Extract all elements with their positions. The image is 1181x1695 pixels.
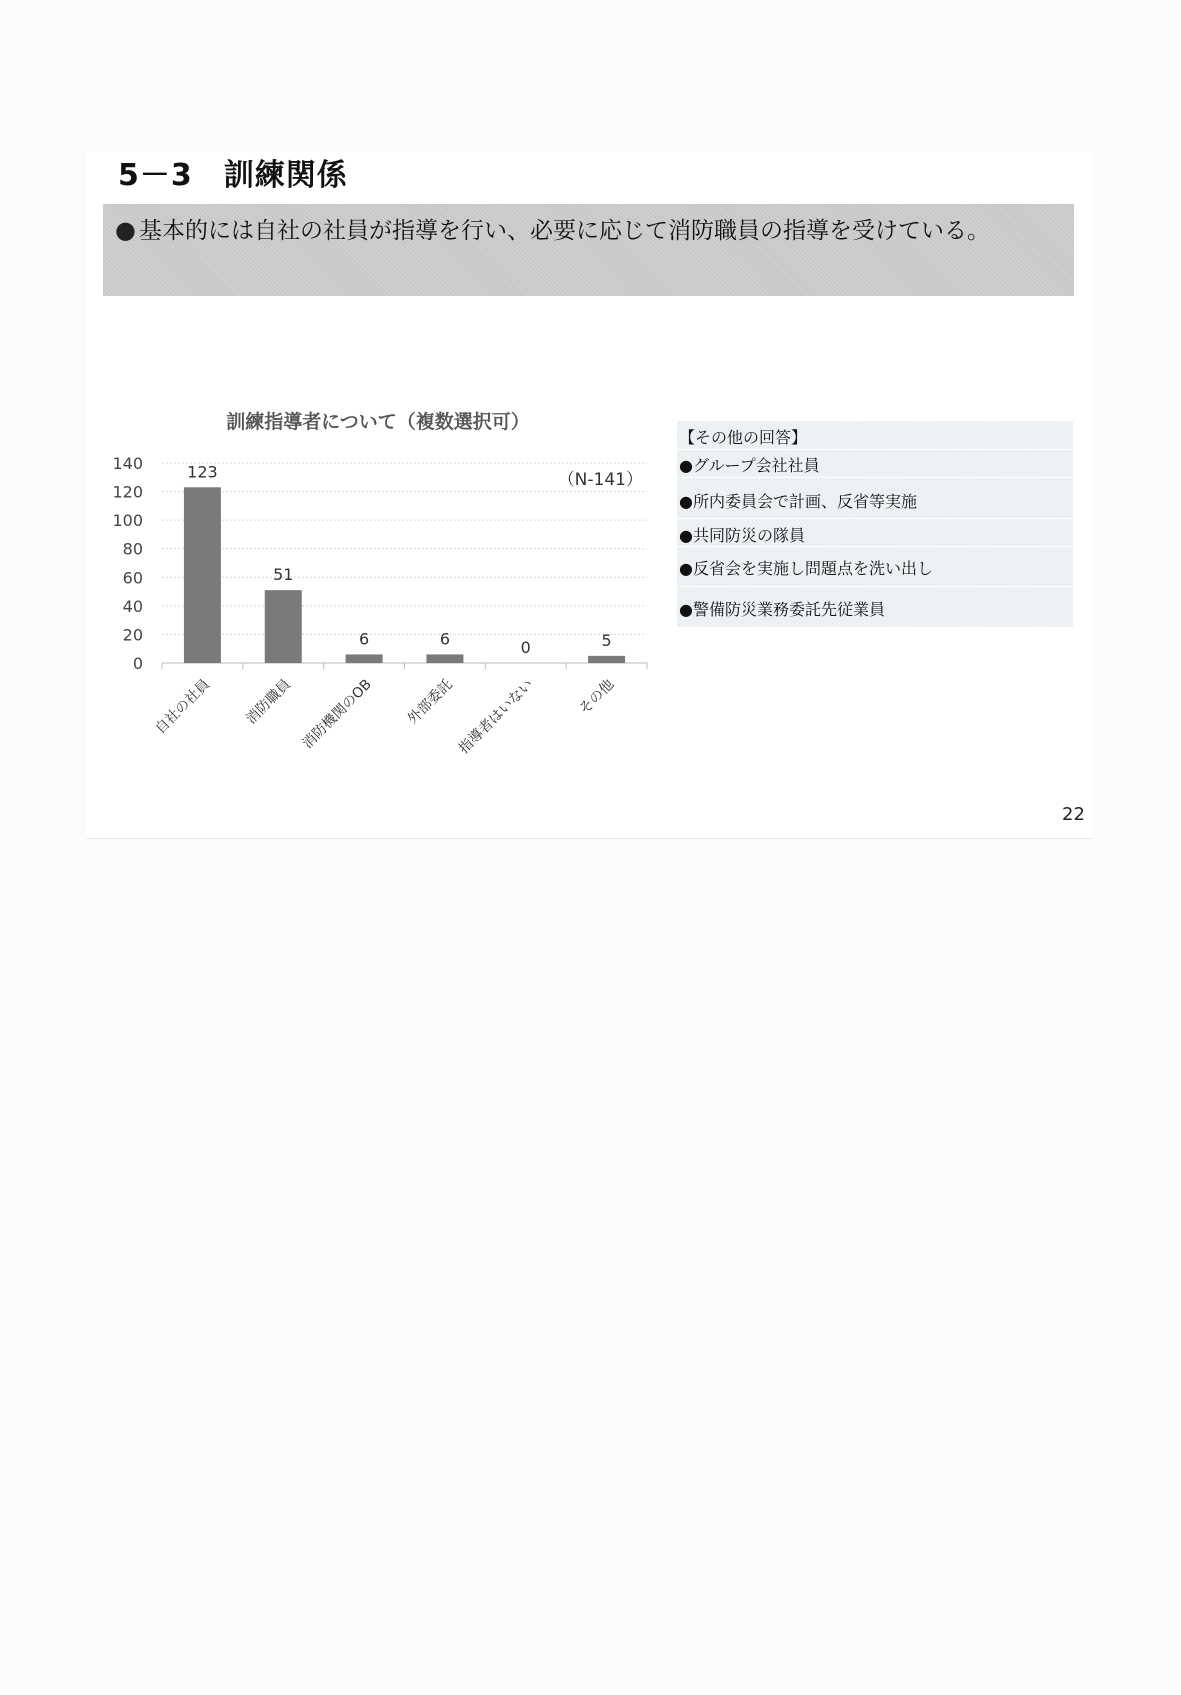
- bar: [346, 654, 383, 663]
- y-tick-label: 0: [132, 654, 143, 673]
- y-tick-label: 120: [112, 482, 143, 502]
- y-tick-label: 140: [112, 454, 143, 473]
- bar: [426, 654, 463, 663]
- other-answer-item: ●警備防災業務委託先従業員: [679, 600, 885, 619]
- y-tick-label: 40: [122, 596, 143, 616]
- page-number: 22: [1062, 804, 1085, 825]
- bar: [184, 487, 221, 663]
- x-tick-label: 消防機関のOB: [299, 676, 375, 752]
- data-label: 6: [439, 629, 451, 649]
- summary-text: 基本的には自社の社員が指導を行い、必要に応じて消防職員の指導を受けている。: [139, 218, 990, 244]
- y-tick-label: 100: [112, 511, 143, 531]
- chart-title: 訓練指導者について（複数選択可）: [226, 411, 530, 433]
- y-tick-label: 80: [122, 539, 143, 559]
- section-heading: 5－3 訓練関係: [118, 158, 348, 193]
- data-label: 6: [358, 629, 370, 649]
- bar: [588, 656, 625, 663]
- other-answer-item: ●共同防災の隊員: [679, 526, 805, 545]
- other-answers-box: [677, 421, 1073, 627]
- x-tick-label: 消防職員: [243, 676, 295, 728]
- y-tick-label: 60: [122, 568, 143, 588]
- other-answer-item: ●反省会を実施し問題点を洗い出し: [679, 559, 933, 578]
- x-tick-label: 自社の社員: [152, 676, 214, 738]
- other-answer-item: ●所内委員会で計画、反省等実施: [679, 492, 917, 511]
- sample-size-annotation: （N-141）: [557, 470, 643, 490]
- x-tick-label: その他: [576, 676, 618, 718]
- x-tick-label: 外部委託: [404, 676, 456, 728]
- other-answers-header: 【その他の回答】: [679, 428, 808, 447]
- data-label: 123: [187, 462, 218, 482]
- data-label: 0: [520, 638, 531, 657]
- bar-chart: [0, 0, 1181, 800]
- x-tick-label: 指導者はいない: [455, 676, 537, 758]
- y-tick-label: 20: [122, 625, 143, 645]
- data-label: 51: [273, 565, 294, 585]
- data-label: 5: [601, 630, 612, 650]
- bullet-icon: ●: [115, 216, 136, 244]
- other-answer-item: ●グループ会社社員: [679, 456, 820, 475]
- bar: [265, 590, 302, 663]
